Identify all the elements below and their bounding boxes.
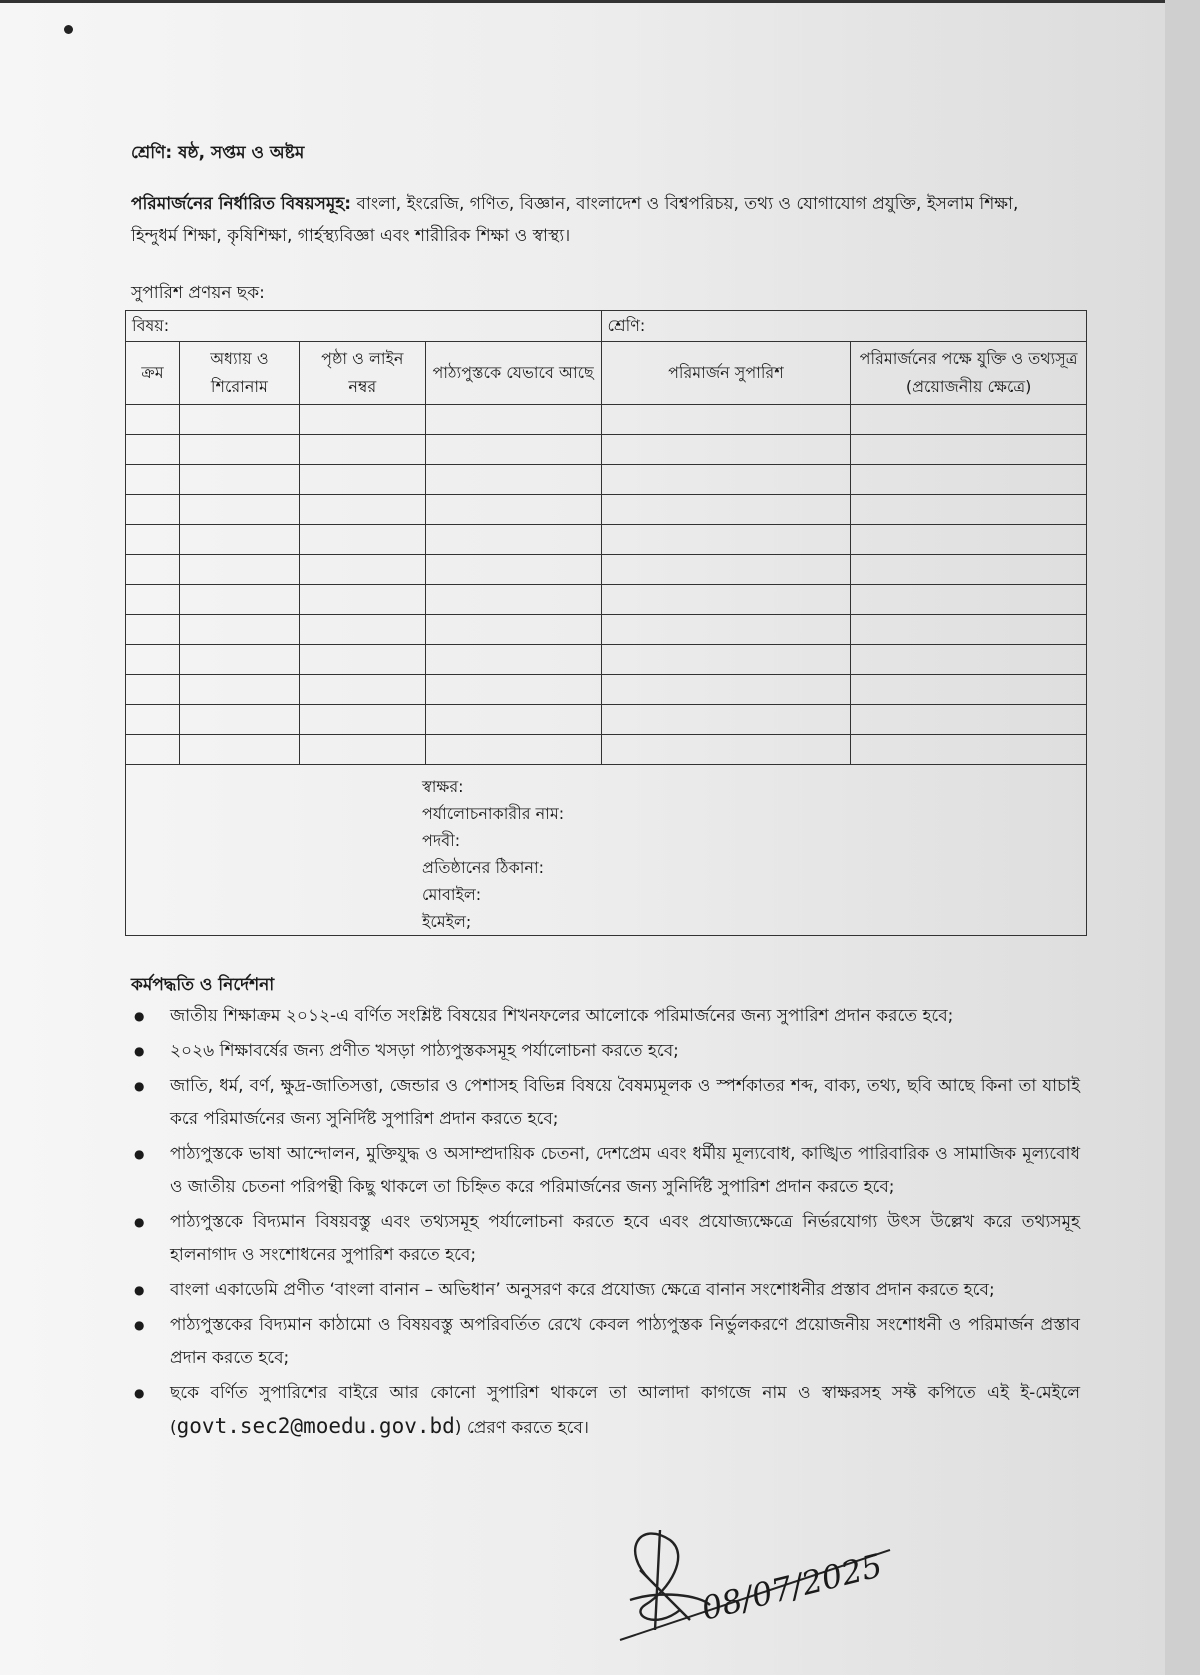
table-cell[interactable] bbox=[851, 705, 1087, 735]
table-row bbox=[126, 615, 1087, 645]
table-cell[interactable] bbox=[425, 495, 601, 525]
reviewer-name-label[interactable]: পর্যালোচনাকারীর নাম: bbox=[422, 804, 565, 823]
table-cell[interactable] bbox=[601, 645, 851, 675]
table-cell[interactable] bbox=[851, 465, 1087, 495]
instruction-item: ● বাংলা একাডেমি প্রণীত ‘বাংলা বানান – অভিধান’ অনুসরণ করে প্রযোজ্য ক্ষেত্রে বানান সংশোধনীর প্রস্তাব প্রদান করতে হবে; bbox=[130, 1274, 1080, 1307]
table-cell[interactable] bbox=[601, 465, 851, 495]
table-cell[interactable] bbox=[126, 735, 180, 765]
table-cell[interactable] bbox=[126, 405, 180, 435]
table-cell[interactable] bbox=[179, 525, 299, 555]
table-cell[interactable] bbox=[179, 675, 299, 705]
table-row bbox=[126, 465, 1087, 495]
table-cell[interactable] bbox=[601, 525, 851, 555]
table-cell[interactable] bbox=[126, 705, 180, 735]
signature-block bbox=[132, 765, 1080, 935]
column-header-row bbox=[126, 342, 1087, 405]
table-cell[interactable] bbox=[299, 465, 425, 495]
table-cell[interactable] bbox=[126, 465, 180, 495]
table-cell[interactable] bbox=[851, 405, 1087, 435]
table-cell[interactable] bbox=[425, 465, 601, 495]
table-row bbox=[126, 525, 1087, 555]
table-cell[interactable] bbox=[126, 435, 180, 465]
table-row bbox=[126, 555, 1087, 585]
table-cell[interactable] bbox=[299, 525, 425, 555]
table-row bbox=[126, 735, 1087, 765]
table-cell[interactable] bbox=[601, 435, 851, 465]
table-cell[interactable] bbox=[179, 555, 299, 585]
subjects-label: পরিমার্জনের নির্ধারিত বিষয়সমূহ: bbox=[131, 194, 352, 214]
col-justification: পরিমার্জনের পক্ষে যুক্তি ও তথ্যসূত্র (প্রয়োজনীয় ক্ষেত্রে) bbox=[851, 342, 1087, 405]
email-link[interactable]: govt.sec2@moedu.gov.bd bbox=[176, 1414, 455, 1438]
table-cell[interactable] bbox=[425, 525, 601, 555]
table-cell[interactable] bbox=[601, 735, 851, 765]
instruction-item: ● জাতীয় শিক্ষাক্রম ২০১২-এ বর্ণিত সংশ্লিষ্ট বিষয়ের শিখনফলের আলোকে পরিমার্জনের জন্য সুপারিশ প্রদান করতে হবে; bbox=[130, 1000, 1080, 1033]
email-label[interactable]: ইমেইল; bbox=[422, 912, 472, 931]
recommendation-form-table bbox=[125, 310, 1087, 936]
form-top-row bbox=[126, 311, 1087, 342]
table-cell[interactable] bbox=[299, 675, 425, 705]
table-row bbox=[126, 585, 1087, 615]
col-page-line: পৃষ্ঠা ও লাইন নম্বর bbox=[299, 342, 425, 405]
table-cell[interactable] bbox=[425, 585, 601, 615]
table-cell[interactable] bbox=[299, 705, 425, 735]
table-cell[interactable] bbox=[179, 405, 299, 435]
table-cell[interactable] bbox=[299, 585, 425, 615]
table-cell[interactable] bbox=[425, 645, 601, 675]
table-row bbox=[126, 495, 1087, 525]
table-cell[interactable] bbox=[851, 495, 1087, 525]
table-cell[interactable] bbox=[601, 705, 851, 735]
table-cell[interactable] bbox=[299, 435, 425, 465]
table-cell[interactable] bbox=[126, 585, 180, 615]
instructions-list bbox=[130, 1000, 1080, 1447]
table-row bbox=[126, 705, 1087, 735]
table-cell[interactable] bbox=[851, 585, 1087, 615]
class-line: শ্রেণি: ষষ্ঠ, সপ্তম ও অষ্টম bbox=[131, 143, 305, 163]
signature-row bbox=[126, 765, 1087, 936]
table-cell[interactable] bbox=[851, 615, 1087, 645]
table-cell[interactable] bbox=[851, 435, 1087, 465]
col-recommendation: পরিমার্জন সুপারিশ bbox=[601, 342, 851, 405]
table-cell[interactable] bbox=[601, 555, 851, 585]
signature-date: 08/07/2025 bbox=[697, 1546, 886, 1628]
instruction-item: ● ২০২৬ শিক্ষাবর্ষের জন্য প্রণীত খসড়া পাঠ্যপুস্তকসমূহ পর্যালোচনা করতে হবে; bbox=[130, 1035, 1080, 1068]
instruction-last-tail: ) প্রেরণ করতে হবে। bbox=[454, 1418, 589, 1438]
scan-margin bbox=[1165, 0, 1200, 1675]
address-label[interactable]: প্রতিষ্ঠানের ঠিকানা: bbox=[422, 858, 544, 877]
table-cell[interactable] bbox=[425, 735, 601, 765]
instruction-item: ● জাতি, ধর্ম, বর্ণ, ক্ষুদ্র-জাতিসত্তা, জেন্ডার ও পেশাসহ বিভিন্ন বিষয়ে বৈষম্যমূলক ও স্পর্শকাতর শব্দ, বাক্য, তথ্য, ছবি আছে কিনা তা যাচাই করে পরিমার্জনের জন্য সুনির্দিষ্ট সুপারিশ প্রদান করতে হবে; bbox=[130, 1070, 1080, 1136]
instructions-title: কর্মপদ্ধতি ও নির্দেশনা bbox=[131, 975, 275, 995]
table-cell[interactable] bbox=[299, 405, 425, 435]
table-cell[interactable] bbox=[425, 705, 601, 735]
table-row bbox=[126, 645, 1087, 675]
instruction-item: ● পাঠ্যপুস্তকে ভাষা আন্দোলন, মুক্তিযুদ্ধ ও অসাম্প্রদায়িক চেতনা, দেশপ্রেম এবং ধর্মীয় মূল্যবোধ, কাঙ্খিত পারিবারিক ও সামাজিক মূল্যবোধ ও জাতীয় চেতনা পরিপন্থী কিছু থাকলে তা চিহ্নিত করে পরিমার্জনের জন্য সুনির্দিষ্ট সুপারিশ প্রদান করতে হবে; bbox=[130, 1138, 1080, 1204]
table-cell[interactable] bbox=[179, 435, 299, 465]
table-cell[interactable] bbox=[126, 675, 180, 705]
table-cell[interactable] bbox=[425, 615, 601, 645]
col-serial: ক্রম bbox=[126, 342, 180, 405]
table-cell[interactable] bbox=[126, 555, 180, 585]
subjects-text: বাংলা, ইংরেজি, গণিত, বিজ্ঞান, বাংলাদেশ ও বিশ্বপরিচয়, তথ্য ও যোগাযোগ প্রযুক্তি, ইসলাম শিক্ষা, হিন্দুধর্ম শিক্ষা, কৃষিশিক্ষা, গার্হস্থ্যবিজ্ঞা এবং শারীরিক শিক্ষা ও স্বাস্থ্য। bbox=[131, 194, 1019, 246]
subjects-paragraph bbox=[131, 188, 1061, 252]
table-row bbox=[126, 405, 1087, 435]
table-cell[interactable] bbox=[601, 615, 851, 645]
subject-field[interactable]: বিষয়: bbox=[126, 311, 602, 342]
table-cell[interactable] bbox=[179, 735, 299, 765]
table-cell[interactable] bbox=[179, 495, 299, 525]
table-cell[interactable] bbox=[601, 585, 851, 615]
table-cell[interactable] bbox=[299, 615, 425, 645]
table-cell[interactable] bbox=[851, 735, 1087, 765]
table-cell[interactable] bbox=[299, 495, 425, 525]
table-cell[interactable] bbox=[126, 495, 180, 525]
table-cell[interactable] bbox=[851, 645, 1087, 675]
table-cell[interactable] bbox=[126, 645, 180, 675]
table-cell[interactable] bbox=[126, 525, 180, 555]
table-cell[interactable] bbox=[425, 405, 601, 435]
table-row bbox=[126, 435, 1087, 465]
table-cell[interactable] bbox=[851, 525, 1087, 555]
table-cell[interactable] bbox=[299, 735, 425, 765]
class-field[interactable]: শ্রেণি: bbox=[601, 311, 1086, 342]
signature-image bbox=[610, 1510, 900, 1660]
table-cell[interactable] bbox=[299, 555, 425, 585]
table-cell[interactable] bbox=[601, 675, 851, 705]
form-title: সুপারিশ প্রণয়ন ছক: bbox=[131, 283, 265, 303]
col-existing: পাঠ্যপুস্তকে যেভাবে আছে bbox=[425, 342, 601, 405]
table-cell[interactable] bbox=[601, 405, 851, 435]
sign-label[interactable]: স্বাক্ষর: bbox=[422, 777, 464, 796]
table-cell[interactable] bbox=[425, 435, 601, 465]
table-cell[interactable] bbox=[425, 675, 601, 705]
table-cell[interactable] bbox=[179, 585, 299, 615]
col-chapter: অধ্যায় ও শিরোনাম bbox=[179, 342, 299, 405]
table-cell[interactable] bbox=[179, 615, 299, 645]
instruction-item bbox=[130, 1377, 1080, 1445]
mobile-label[interactable]: মোবাইল: bbox=[422, 885, 482, 904]
table-cell[interactable] bbox=[126, 615, 180, 645]
table-cell[interactable] bbox=[179, 645, 299, 675]
designation-label[interactable]: পদবী: bbox=[422, 831, 461, 850]
signature-cell bbox=[126, 765, 1087, 936]
table-cell[interactable] bbox=[299, 645, 425, 675]
instruction-last-text: ছকে বর্ণিত সুপারিশের বাইরে আর কোনো সুপারিশ থাকলে তা আলাদা কাগজে নাম ও স্বাক্ষরসহ সফ্ট কপিতে এই ই-মেইলে ( bbox=[170, 1383, 1080, 1438]
table-cell[interactable] bbox=[851, 555, 1087, 585]
table-cell[interactable] bbox=[851, 675, 1087, 705]
table-cell[interactable] bbox=[179, 705, 299, 735]
table-cell[interactable] bbox=[179, 465, 299, 495]
table-row bbox=[126, 675, 1087, 705]
table-cell[interactable] bbox=[425, 555, 601, 585]
instruction-item: ● পাঠ্যপুস্তকের বিদ্যমান কাঠামো ও বিষয়বস্তু অপরিবর্তিত রেখে কেবল পাঠ্যপুস্তক নির্ভুলকরণে প্রয়োজনীয় সংশোধনী ও পরিমার্জন প্রস্তাব প্রদান করতে হবে; bbox=[130, 1309, 1080, 1375]
table-cell[interactable] bbox=[601, 495, 851, 525]
instruction-item: ● পাঠ্যপুস্তকে বিদ্যমান বিষয়বস্তু এবং তথ্যসমূহ পর্যালোচনা করতে হবে এবং প্রযোজ্যক্ষেত্রে নির্ভরযোগ্য উৎস উল্লেখ করে তথ্যসমূহ হালনাগাদ ও সংশোধনের সুপারিশ করতে হবে; bbox=[130, 1206, 1080, 1272]
